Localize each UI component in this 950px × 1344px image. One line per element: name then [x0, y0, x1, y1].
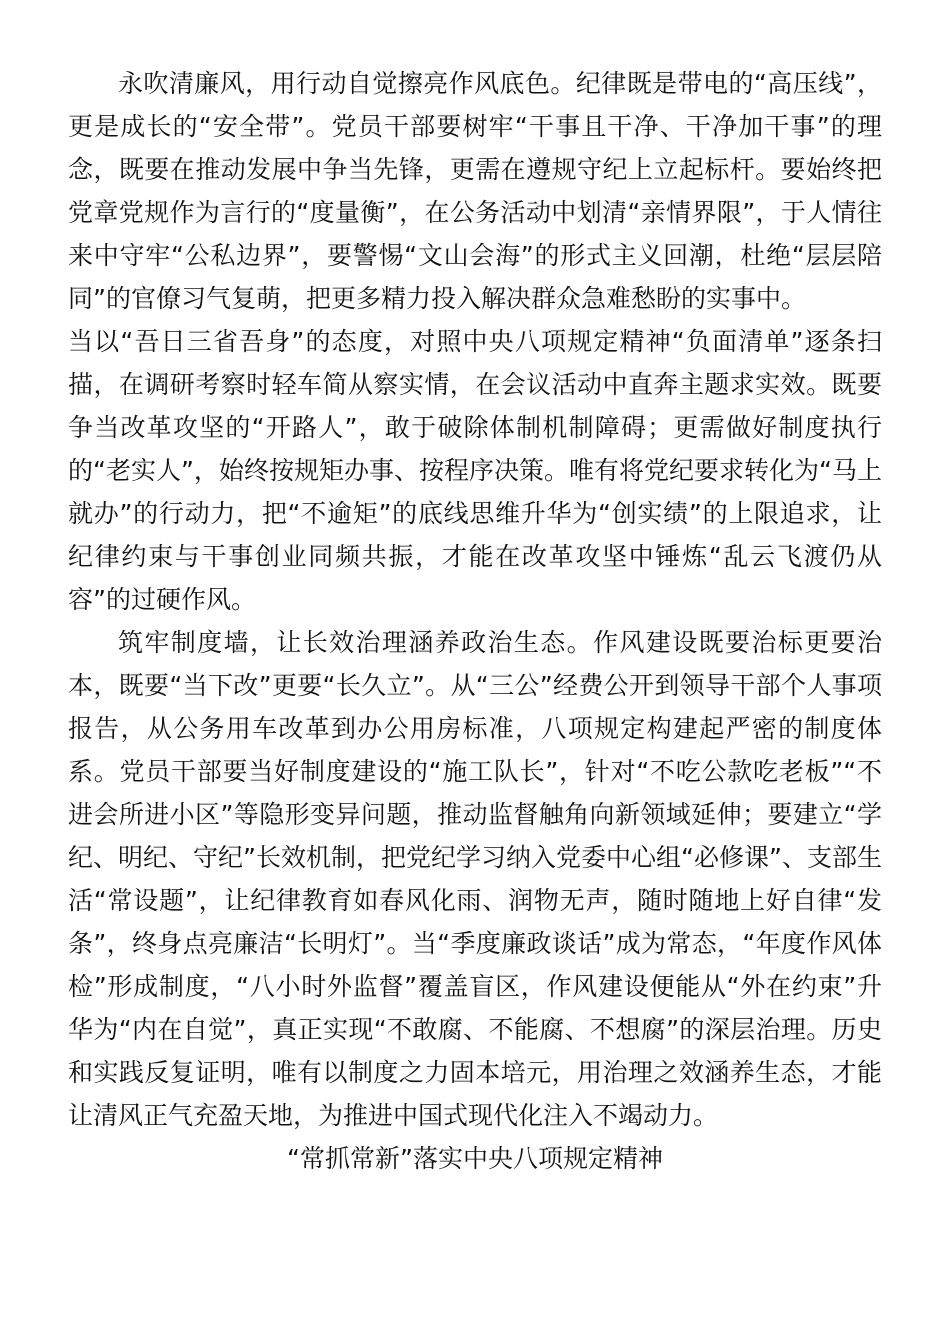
- paragraph-2: 当以“吾日三省吾身”的态度，对照中央八项规定精神“负面清单”逐条扫描，在调研考察时轻车简从察实情，在会议活动中直奔主题求实效。既要争当改革攻坚的“开路人”，敢于破除体制机制障碍；更需做好制度执行的“老实人”，始终按规矩办事、按程序决策。唯有将党纪要求转化为“马上就办”的行动力，把“不逾矩”的底线思维升华为“创实绩”的上限追求，让纪律约束与干事创业同频共振，才能在改革攻坚中锤炼“乱云飞渡仍从容”的过硬作风。: [68, 327, 882, 614]
- paragraph-3: 筑牢制度墙，让长效治理涵养政治生态。作风建设既要治标更要治本，既要“当下改”更要“长久立”。从“三公”经费公开到领导干部个人事项报告，从公务用车改革到办公用房标准，八项规定构建起严密的制度体系。党员干部要当好制度建设的“施工队长”，针对“不吃公款吃老板”“不进会所进小区”等隐形变异问题，推动监督触角向新领域延伸；要建立“学纪、明纪、守纪”长效机制，把党纪学习纳入党委中心组“必修课”、支部生活“常设题”，让纪律教育如春风化雨、润物无声，随时随地上好自律“发条”，终身点亮廉洁“长明灯”。当“季度廉政谈话”成为常态，“年度作风体检”形成制度，“八小时外监督”覆盖盲区，作风建设便能从“外在约束”升华为“内在自觉”，真正实现“不敢腐、不能腐、不想腐”的深层治理。历史和实践反复证明，唯有以制度之力固本培元，用治理之效涵养生态，才能让清风正气充盈天地，为推进中国式现代化注入不竭动力。: [68, 628, 882, 1130]
- paragraph-1: 永吹清廉风，用行动自觉擦亮作风底色。纪律既是带电的“高压线”，更是成长的“安全带”。党员干部要树牢“干事且干净、干净加干事”的理念，既要在推动发展中争当先锋，更需在遵规守纪上立起标杆。要始终把党章党规作为言行的“度量衡”，在公务活动中划清“亲情界限”，于人情往来中守牢“公私边界”，要警惕“文山会海”的形式主义回潮，杜绝“层层陪同”的官僚习气复萌，把更多精力投入解决群众急难愁盼的实事中。: [68, 69, 882, 313]
- closing-title: “常抓常新”落实中央八项规定精神: [287, 1144, 663, 1173]
- document-body: [68, 62, 882, 1180]
